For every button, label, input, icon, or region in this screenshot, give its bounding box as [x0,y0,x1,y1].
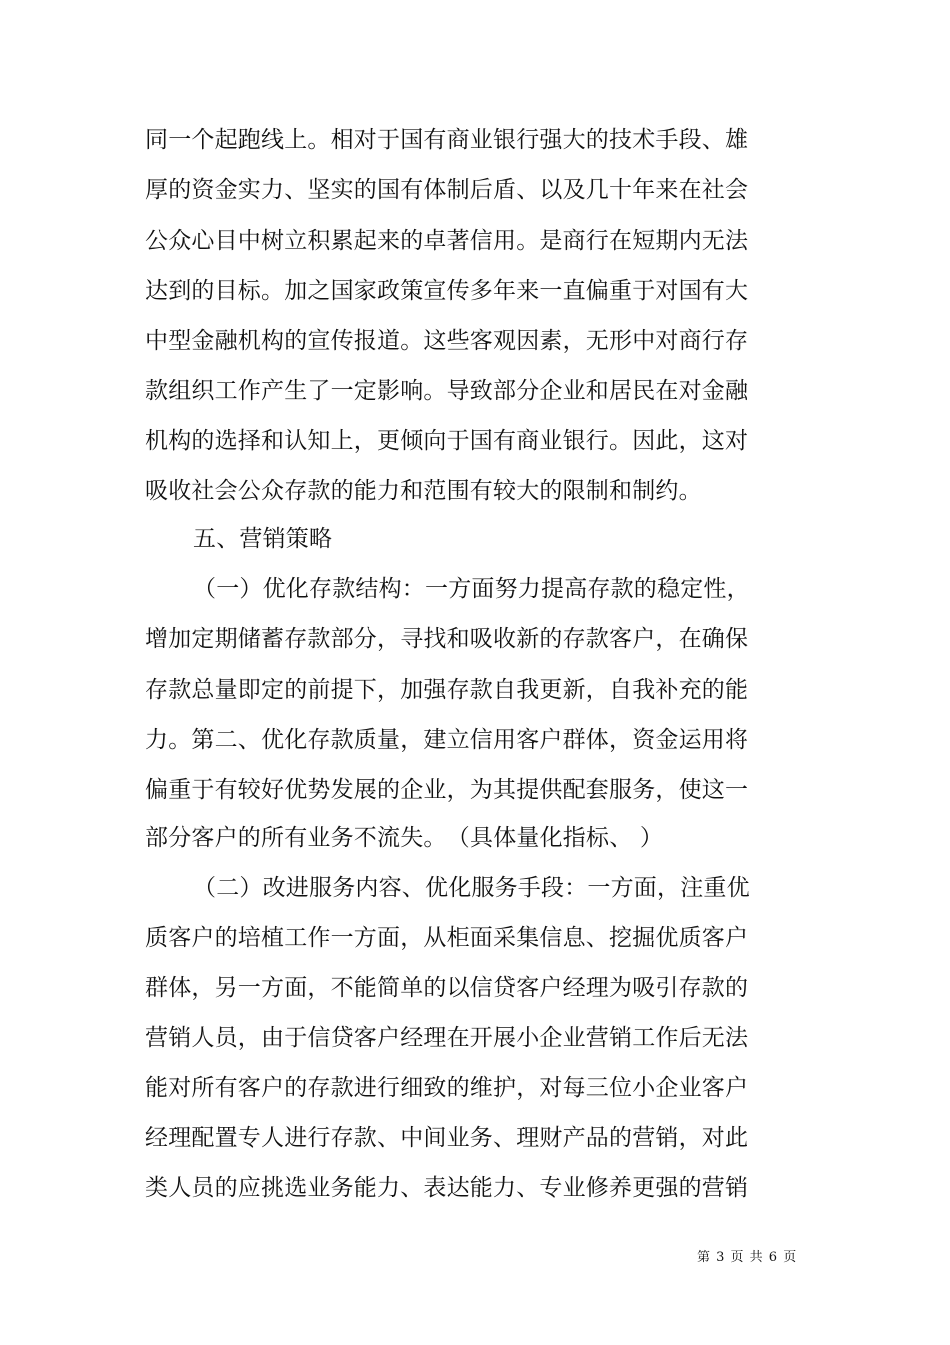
text-line: （二）改进服务内容、优化服务手段：一方面，注重优 [193,875,750,901]
text-line: 存款总量即定的前提下，加强存款自我更新，自我补充的能 [145,677,749,703]
text-line: 部分客户的所有业务不流失。 （具体量化指标、 ） [145,825,664,851]
text-line: 机构的选择和认知上，更倾向于国有商业银行。因此，这对 [145,428,749,454]
text-line: 公众心目中树立积累起来的卓著信用。是商行在短期内无法 [145,228,749,254]
text-line: 吸收社会公众存款的能力和范围有较大的限制和制约。 [145,478,702,504]
text-line: 增加定期储蓄存款部分，寻找和吸收新的存款客户，在确保 [145,626,749,652]
text-line: 厚的资金实力、坚实的国有体制后盾、以及几十年来在社会 [145,177,749,203]
text-line: 营销人员，由于信贷客户经理在开展小企业营销工作后无法 [145,1025,749,1051]
text-line: 群体，另一方面，不能简单的以信贷客户经理为吸引存款的 [145,975,749,1001]
text-line: 力。第二、优化存款质量，建立信用客户群体，资金运用将 [145,727,749,753]
text-line: 经理配置专人进行存款、中间业务、理财产品的营销，对此 [145,1125,749,1151]
text-line: 能对所有客户的存款进行细致的维护，对每三位小企业客户 [145,1075,749,1101]
text-line: 偏重于有较好优势发展的企业，为其提供配套服务，使这一 [145,777,749,803]
text-line: 达到的目标。加之国家政策宣传多年来一直偏重于对国有大 [145,278,749,304]
section-heading: 五、营销策略 [193,526,333,552]
text-line: 款组织工作产生了一定影响。导致部分企业和居民在对金融 [145,378,749,404]
text-line: 中型金融机构的宣传报道。这些客观因素，无形中对商行存 [145,328,749,354]
text-line: （一）优化存款结构：一方面努力提高存款的稳定性， [193,576,750,602]
text-line: 类人员的应挑选业务能力、表达能力、专业修养更强的营销 [145,1175,749,1201]
page-number-footer: 第 3 页 共 6 页 [697,1250,798,1265]
text-line: 同一个起跑线上。相对于国有商业银行强大的技术手段、雄 [145,127,749,153]
text-line: 质客户的培植工作一方面，从柜面采集信息、挖掘优质客户 [145,925,749,951]
